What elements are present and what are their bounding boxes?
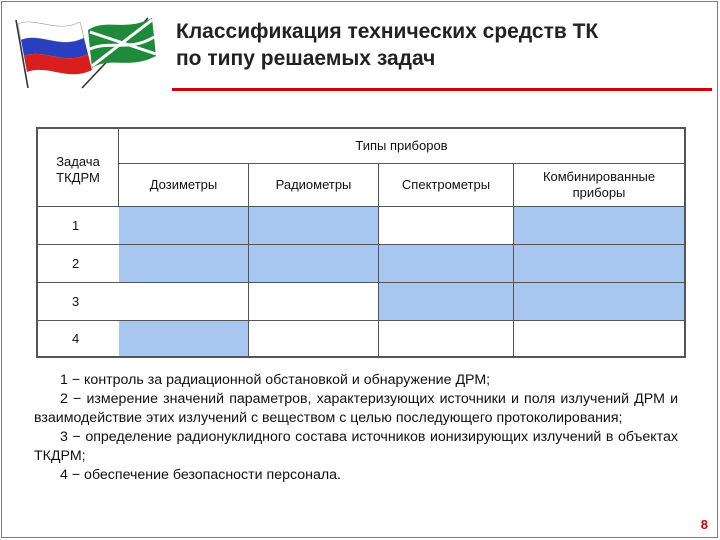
- table-cell: [514, 207, 684, 245]
- column-header-dosimeters: Дозиметры: [119, 164, 249, 207]
- green-cross-flag-icon: [82, 18, 156, 88]
- note-1: 1 − контроль за радиационной обстановкой и обнаружение ДРМ;: [60, 372, 491, 388]
- column-header-spectrometers: Спектрометры: [379, 164, 514, 207]
- row-label-4: 4: [72, 330, 80, 346]
- note-3: 3 − определение радионуклидного состава источников ионизирующих излучений в объектах ТКДРМ;: [34, 429, 678, 464]
- corner-label-line-1: Задача: [56, 154, 100, 169]
- table-cell: [514, 321, 684, 356]
- table-cell: [249, 245, 379, 283]
- column-header-combined: Комбинированные приборы: [514, 164, 684, 207]
- row-label-1: 1: [38, 207, 684, 245]
- russian-flag-icon: [16, 20, 92, 88]
- table-cell: [379, 207, 514, 245]
- page-number: 8: [700, 517, 708, 532]
- classification-table: [36, 127, 686, 358]
- slide-title: [176, 18, 696, 72]
- legend-notes: [34, 371, 678, 485]
- table-cell: [379, 245, 514, 283]
- table-cell: [119, 245, 249, 283]
- title-line-2: по типу решаемых задач: [176, 47, 436, 70]
- table-cell: [379, 321, 514, 356]
- column-header-radiometers: Радиометры: [249, 164, 379, 207]
- group-header: Типы приборов: [119, 129, 684, 164]
- table-cell: [249, 207, 379, 245]
- table-cell: [119, 321, 249, 356]
- table-cell: [249, 283, 379, 321]
- row-label-2: 2: [38, 245, 684, 283]
- note-2: 2 − измерение значений параметров, характеризующих источники и поля излучений ДРМ и взаимодействие этих излучений с веществом с целью последующего протоколирования;: [34, 391, 678, 426]
- table-cell: [379, 283, 514, 321]
- table-cell: [119, 283, 249, 321]
- row-label-3: 3: [38, 283, 684, 321]
- corner-header: [38, 129, 119, 207]
- table-cell: [249, 321, 379, 356]
- table-cell: [119, 207, 249, 245]
- corner-label-line-2: ТКДРМ: [56, 170, 100, 185]
- table-cell: [514, 245, 684, 283]
- table-cell: [514, 283, 684, 321]
- title-underline: [172, 88, 712, 91]
- title-line-1: Классификация технических средств ТК: [176, 20, 599, 43]
- note-4: 4 − обеспечение безопасности персонала.: [60, 467, 341, 483]
- flags-emblem: [10, 12, 160, 92]
